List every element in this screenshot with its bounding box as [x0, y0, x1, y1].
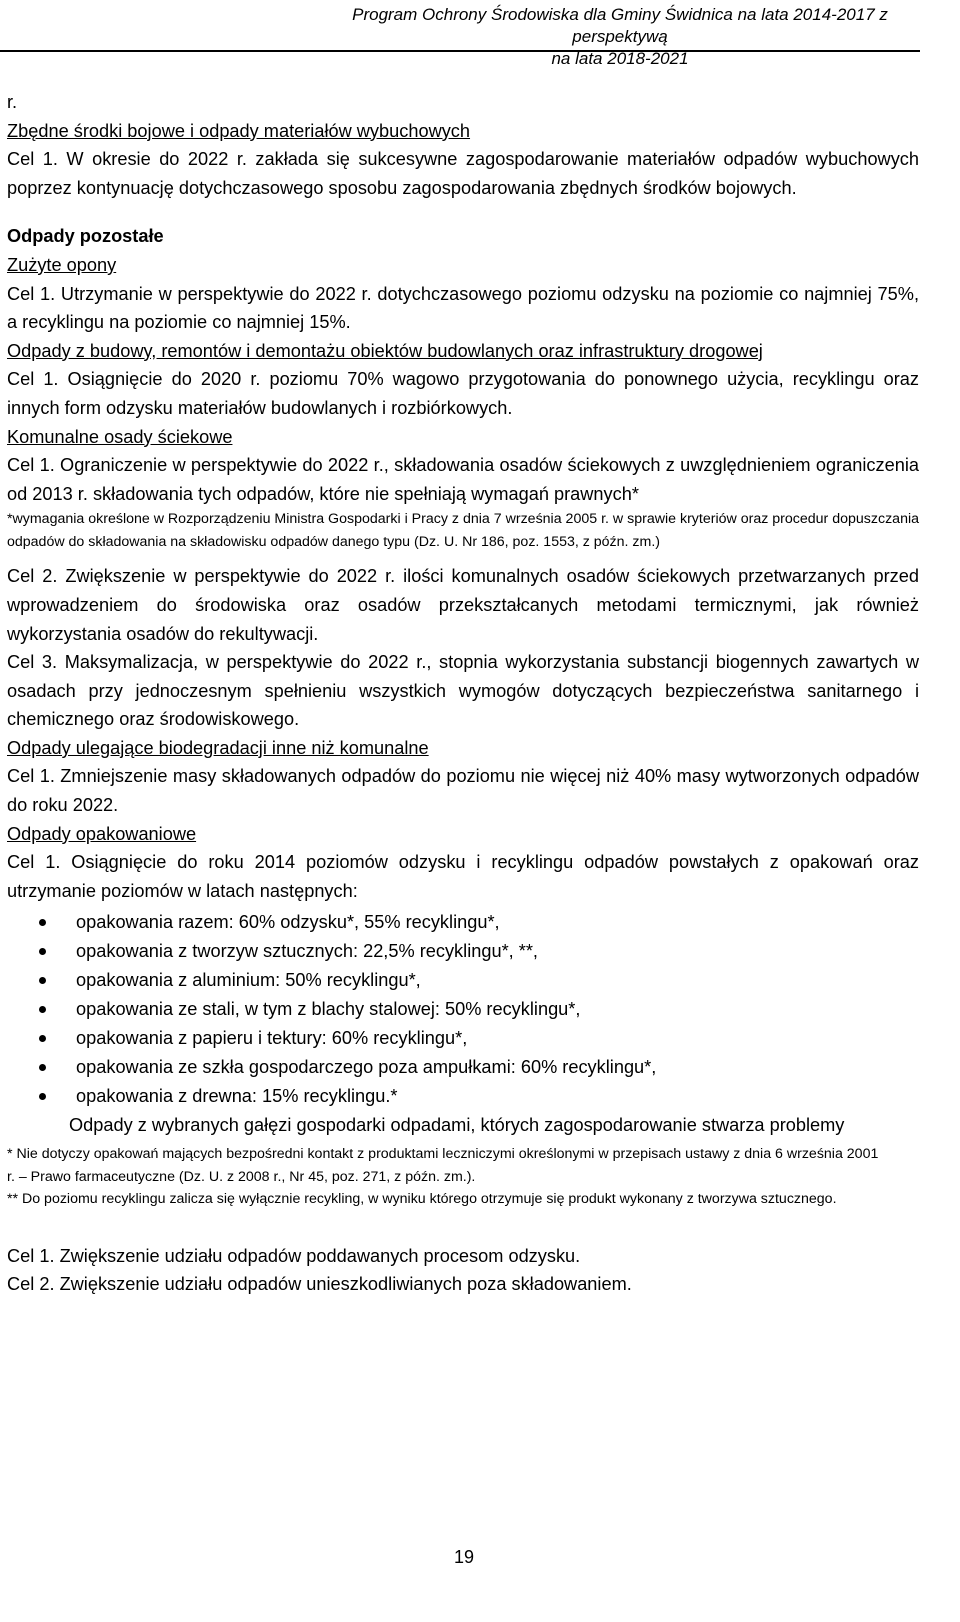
spacer	[7, 1211, 919, 1242]
list-item: opakowania razem: 60% odzysku*, 55% recyklingu*,	[7, 908, 919, 937]
heading-explosives: Zbędne środki bojowe i odpady materiałów wybuchowych	[7, 120, 471, 141]
footnote-plastics: ** Do poziomu recyklingu zalicza się wyłącznie recykling, w wyniku którego otrzymuje się produkt wykonany z tworzywa sztucznego.	[7, 1191, 837, 1208]
paragraph-goal-disposal: Cel 2. Zwiększenie udziału odpadów unieszkodliwianych poza składowaniem.	[7, 1274, 632, 1295]
page-header	[320, 4, 920, 70]
header-title-line2: na lata 2018-2021	[551, 49, 689, 68]
packaging-targets-list	[7, 908, 919, 1111]
list-item: opakowania ze stali, w tym z blachy stalowej: 50% recyklingu*,	[7, 995, 919, 1024]
paragraph-used-tires: Cel 1. Utrzymanie w perspektywie do 2022 r. dotychczasowego poziomu odzysku na poziomie co najmniej 75%, a recyklingu na poziomie co najmniej 15%.	[7, 283, 919, 333]
page-number: 19	[453, 1547, 475, 1567]
heading-biodegradable-waste: Odpady ulegające biodegradacji inne niż komunalne	[7, 737, 429, 758]
paragraph-explosives: Cel 1. W okresie do 2022 r. zakłada się sukcesywne zagospodarowanie materiałów odpadów wybuchowych poprzez kontynuację dotychczasowego sposobu zagospodarowania zbędnych środków bojowych.	[7, 149, 919, 198]
footnote-sludge-requirements: *wymagania określone w Rozporządzeniu Ministra Gospodarki i Pracy z dnia 7 września 2005 r. w sprawie kryteriów oraz procedur dopuszczania odpadów do składowania na składowisku odpadów danego typu (Dz. U. Nr 186, poz. 1553, z późn. zm.)	[7, 511, 919, 550]
heading-sewage-sludge: Komunalne osady ściekowe	[7, 426, 233, 447]
heading-other-waste: Odpady pozostałe	[7, 226, 164, 247]
paragraph-construction-waste: Cel 1. Osiągnięcie do 2020 r. poziomu 70% wagowo przygotowania do ponownego użycia, recyklingu oraz innych form odzysku materiałów budowlanych i rozbiórkowych.	[7, 369, 919, 418]
paragraph-sludge-goal-2: Cel 2. Zwiększenie w perspektywie do 2022 r. ilości komunalnych osadów ściekowych przetwarzanych przed wprowadzeniem do środowiska oraz osadów przekształcanych metodami termicznymi, jak również wykorzystania osadów do rekultywacji.	[7, 566, 919, 644]
footnote-pharma-b: r. – Prawo farmaceutyczne (Dz. U. z 2008 r., Nr 45, poz. 271, z późn. zm.).	[7, 1168, 476, 1185]
heading-packaging-waste: Odpady opakowaniowe	[7, 823, 197, 844]
heading-used-tires: Zużyte opony	[7, 254, 117, 275]
header-divider	[0, 50, 920, 52]
list-item: opakowania z drewna: 15% recyklingu.*	[7, 1082, 919, 1111]
paragraph-sludge-goal-1: Cel 1. Ograniczenie w perspektywie do 2022 r., składowania osadów ściekowych z uwzględnieniem ograniczenia od 2013 r. składowania tych odpadów, które nie spełniają wymagań prawnych*	[7, 455, 919, 504]
list-item: opakowania ze szkła gospodarczego poza ampułkami: 60% recyklingu*,	[7, 1053, 919, 1082]
list-item: opakowania z papieru i tektury: 60% recyklingu*,	[7, 1024, 919, 1053]
list-item: opakowania z aluminium: 50% recyklingu*,	[7, 966, 919, 995]
footnote-pharma-a: * Nie dotyczy opakowań mających bezpośredni kontakt z produktami leczniczymi określonymi w przepisach ustawy z dnia 6 września 2001	[7, 1146, 879, 1163]
paragraph-sludge-goal-3: Cel 3. Maksymalizacja, w perspektywie do 2022 r., stopnia wykorzystania substancji biogennych zawartych w osadach przy jednoczesnym spełnieniu wszystkich wymogów dotyczących bezpieczeństwa sanitarnego i chemicznego oraz środowiskowego.	[7, 652, 919, 730]
document-body	[7, 68, 919, 1299]
heading-construction-waste: Odpady z budowy, remontów i demontażu obiektów budowlanych oraz infrastruktury drogowej	[7, 340, 763, 361]
paragraph-packaging-waste: Cel 1. Osiągnięcie do roku 2014 poziomów odzysku i recyklingu odpadów powstałych z opakowań oraz utrzymanie poziomów w latach następnych:	[7, 852, 919, 901]
paragraph-r: r.	[7, 92, 18, 112]
paragraph-goal-recovery: Cel 1. Zwiększenie udziału odpadów poddawanych procesom odzysku.	[7, 1245, 581, 1266]
list-item: opakowania z tworzyw sztucznych: 22,5% recyklingu*, **,	[7, 937, 919, 966]
header-title-line1: Program Ochrony Środowiska dla Gminy Świdnica na lata 2014-2017 z perspektywą	[352, 5, 888, 46]
paragraph-selected-sectors: Odpady z wybranych gałęzi gospodarki odpadami, których zagospodarowanie stwarza problemy	[69, 1115, 845, 1136]
paragraph-biodegradable-waste: Cel 1. Zmniejszenie masy składowanych odpadów do poziomu nie więcej niż 40% masy wytworzonych odpadów do roku 2022.	[7, 766, 919, 816]
